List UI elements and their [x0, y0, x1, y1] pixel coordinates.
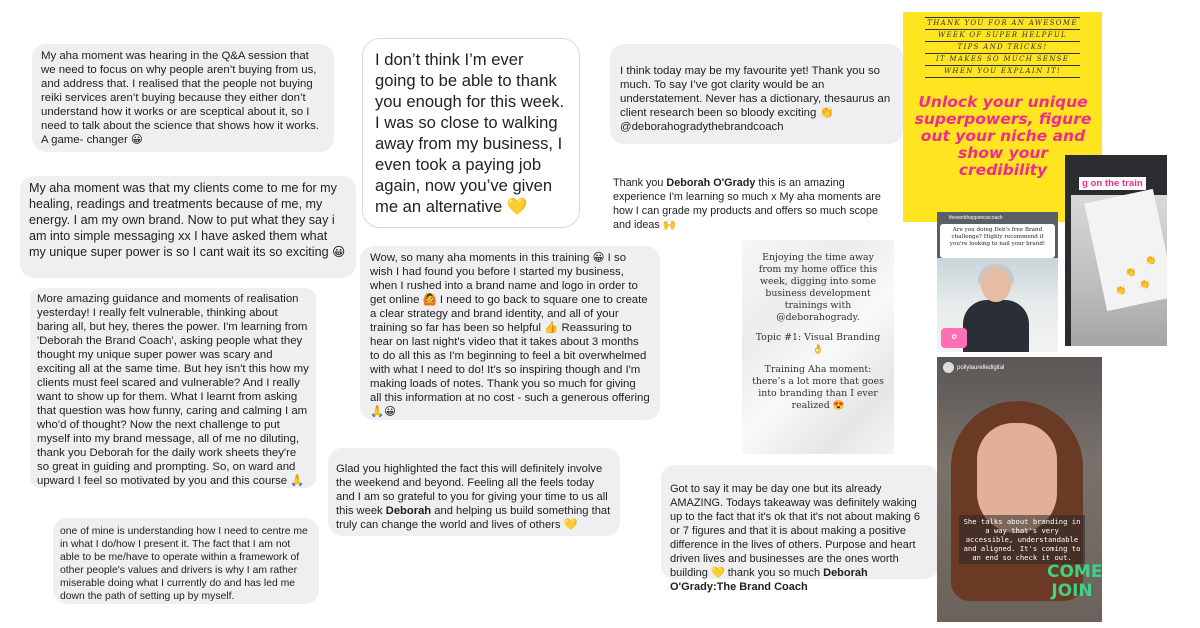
sticker-icon: ✿ — [941, 328, 967, 348]
story-video-come-join — [937, 357, 1102, 622]
testimonial-text: one of mine is understanding how I need to centre me in what I do/how I present it. The fact that I am not able to be me/have to operate within a framework of other people's values and drivers is why I am rather miserable doing what I currently do and has led me down the path of setting up by myself. — [60, 526, 308, 602]
yellow-line-2: WEEK OF SUPER HELPFUL — [925, 29, 1080, 41]
marble-text-aha: Training Aha moment: there’s a lot more that goes into branding than I ever realized 😍 — [752, 364, 884, 411]
marble-text-intro: Enjoying the time away from my home office this week, digging into some business development trainings with @deborahogrady. — [758, 252, 878, 323]
yellow-line-4: IT MAKES SO MUCH SENSE — [925, 53, 1080, 65]
testimonial-text: Glad you highlighted the fact this will definitely involve the weekend and beyond. Feeling all the feels today and I am so grateful to you for giving your time to us all this week Deborah and helping us build something that truly can change the world and lives of others 💛 — [336, 463, 611, 531]
testimonial-text: Wow, so many aha moments in this training 😀 I so wish I had found you before I started my business, when I rushed into a brand name and logo in order to get online 🙆 I need to go back to square one to create a clear strategy and brand identity, and all of your training so far has been so helpful 👍 Reassuring to hear on last night's video that it takes about 3 months to do all this as I'm beginning to feel a bit overwhelmed with what I need to do! It's so inspiring though and I'm making loads of notes. Thank you so much for giving all this information at no cost - such a generous offering 🙏😀 — [370, 252, 650, 418]
story-come-join: COME JOIN — [1047, 562, 1102, 601]
clap-emoji-icon: 👏 — [1115, 285, 1127, 295]
story-tag: g on the train — [1079, 177, 1146, 190]
testimonial-text: My aha moment was hearing in the Q&A session that we need to focus on why people aren’t buying from us, and address that. I realised that the people not buying reiki services aren’t buying because they either don’t understand how it works or are sceptical about it, so I need to talk about the science that shows how it works. A game- changer 😀 — [41, 50, 319, 146]
story-on-the-train — [1065, 155, 1167, 346]
yellow-line-1: THANK YOU FOR AN AWESOME — [925, 17, 1080, 29]
yellow-line-5: WHEN YOU EXPLAIN IT! — [925, 65, 1080, 78]
testimonial-own-brand — [20, 176, 356, 278]
yellow-line-3: TIPS AND TRICKS! — [925, 41, 1080, 53]
quote-text: I don’t think I’m ever going to be able to thank you enough for this week. I was so close to walking away from my business, I even took a paying job again, now you’ve given me an alternative 💛 — [375, 50, 565, 216]
story-caption: She talks about branding in a way that's very accessible, understandable and aligned. It's coming to an end so check it out. — [959, 515, 1085, 564]
instagram-marble-post — [742, 240, 894, 454]
testimonial-reiki — [32, 44, 334, 152]
testimonial-text: Got to say it may be day one but its already AMAZING. Todays takeaway was definitely waking up to the fact that it's ok that it's not about making 6 or 7 figures and that it is about making a positive difference in the lives of others. Purpose and heart driven lives and businesses are the ones worth building 💛 thank you so much Deborah O'Grady:The Brand Coach — [670, 483, 921, 593]
avatar — [943, 362, 954, 373]
story-work-happiness — [937, 212, 1058, 352]
testimonial-vulnerable — [30, 288, 316, 488]
person-body — [963, 300, 1029, 352]
testimonial-text: My aha moment was that my clients come to me for my healing, readings and treatments because of me, my energy. I am my own brand. Now to put what they say i am into simple messaging xx I have asked them what my unique super power is so I cant wait its so exciting 😀 — [29, 181, 346, 259]
testimonial-so-many-aha — [360, 246, 660, 420]
story-card: Are you doing Deb's free Brand challenge? Highly recommend if you're looking to nail your brand! — [940, 224, 1055, 258]
testimonial-grade-products: Thank you Deborah O'Grady this is an amazing experience I'm learning so much x My aha moments are how I can grade my products and offers so much scope and ideas 🙌 — [613, 177, 881, 231]
clap-emoji-icon: 👏 — [1125, 267, 1137, 277]
quote-card-thank-you — [362, 38, 580, 228]
story-handle: theworkhappinesscoach — [949, 215, 1003, 221]
yellow-headline: Unlock your unique superpowers, figure out your niche and show your credibility — [914, 93, 1092, 179]
story-photo — [937, 258, 1058, 352]
testimonial-day-one — [661, 465, 939, 593]
testimonial-text: I think today may be my favourite yet! Thank you so much. To say I’ve got clarity would be an understatement. Never has a dictionary, thesaurus an client research been so bloody exciting 👏 @deborahogradythebrandcoach — [620, 65, 891, 133]
clap-emoji-icon: 👏 — [1145, 255, 1157, 265]
testimonial-weekend — [328, 448, 620, 536]
testimonial-favourite — [610, 44, 903, 144]
person-face — [981, 268, 1011, 302]
story-handle: pollylaurelledigital — [957, 365, 1005, 371]
marble-text-topic: Topic #1: Visual Branding 👌 — [755, 332, 881, 355]
testimonial-centre-me — [53, 518, 319, 604]
clap-emoji-icon: 👏 — [1139, 279, 1151, 289]
testimonial-text: More amazing guidance and moments of realisation yesterday! I really felt vulnerable, thinking about baring all, but hey, theres the power. I'm learning from 'Deborah the Brand Coach', asking people what they thought my unique super power was scary and exciting all at the same time. But hey isn't this how my clients must feel scared and vulnerable? And I really want to show up for them. What I learnt from asking that question was how funny, caring and calming I am who'd of thought? Now the next challenge to put myself into my brand message, all of me no diluting, thank you Deborah for the daily work sheets they're so great in guiding and prompting. So, on ward and upward I feel so motivated by you and this course 🙏 — [37, 293, 309, 487]
